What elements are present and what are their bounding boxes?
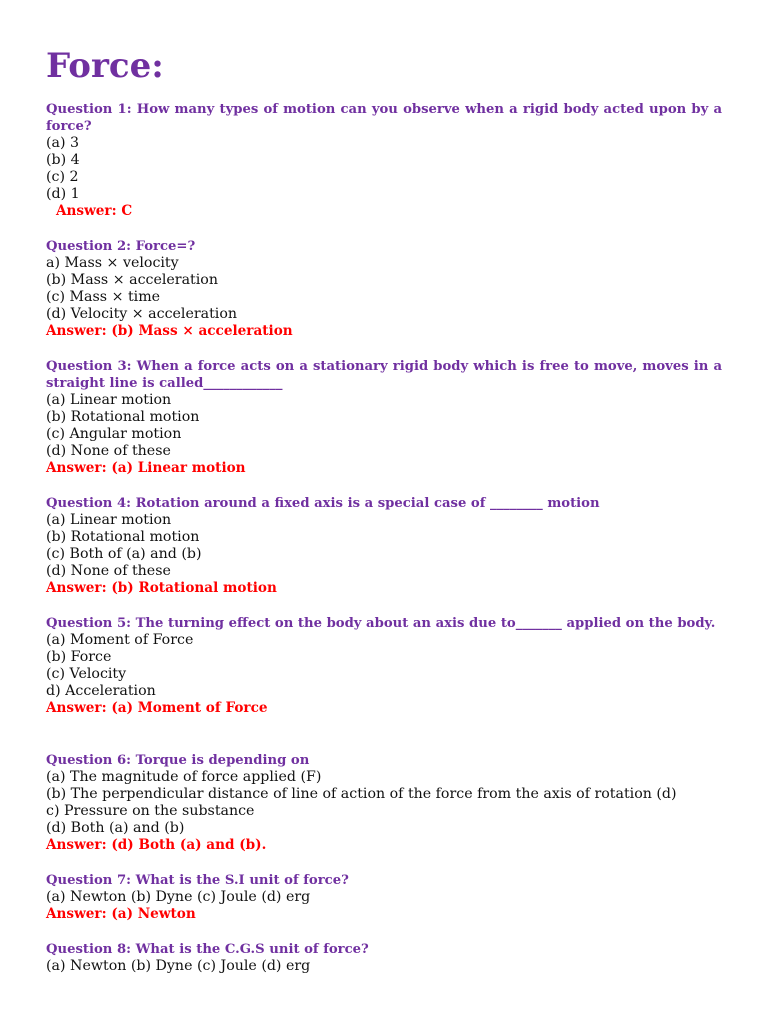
answer-text: Answer: (a) Linear motion [46,460,246,476]
option-d: (d) Velocity × acceleration [46,306,238,322]
option-a: (a) Moment of Force [46,632,194,648]
option-b: (b) 4 [46,152,80,168]
question-block-6 [46,752,722,854]
question-block-2 [46,238,722,340]
option-c: (c) Angular motion [46,426,182,442]
option-d: d) Acceleration [46,683,156,699]
question-text: Question 6: Torque is depending on [46,753,310,768]
answer-text: Answer: (b) Rotational motion [46,580,277,596]
question-text: Question 1: How many types of motion can you observe when a rigid body acted upon by a force? [46,102,722,134]
option-a: (a) 3 [46,135,80,151]
option-a: (a) Linear motion [46,392,172,408]
page-title: Force: [46,46,164,86]
option-d: (d) Both (a) and (b) [46,820,185,836]
question-block-8 [46,941,722,975]
option-c: (c) Velocity [46,666,127,682]
option-b: (b) Mass × acceleration [46,272,218,288]
question-text: Question 4: Rotation around a fixed axis is a special case of ________ motion [46,496,600,511]
option-a: (a) The magnitude of force applied (F) [46,769,322,785]
option-c: (c) 2 [46,169,79,185]
option-c: (c) Both of (a) and (b) [46,546,202,562]
option-c: c) Pressure on the substance [46,803,255,819]
option-b: (b) Force [46,649,112,665]
option-d: (d) None of these [46,443,171,459]
option-a: (a) Linear motion [46,512,172,528]
question-block-4 [46,495,722,597]
answer-text: Answer: (b) Mass × acceleration [46,323,293,339]
answer-text: Answer: (a) Newton [46,906,196,922]
options-line: (a) Newton (b) Dyne (c) Joule (d) erg [46,958,311,974]
question-block-7 [46,872,722,923]
option-b: (b) Rotational motion [46,409,200,425]
answer-text: Answer: C [56,203,133,219]
option-c: (c) Mass × time [46,289,161,305]
question-text: Question 5: The turning effect on the body about an axis due to_______ applied on the body. [46,616,716,631]
question-block-3 [46,358,722,477]
answer-text: Answer: (a) Moment of Force [46,700,268,716]
options-line: (a) Newton (b) Dyne (c) Joule (d) erg [46,889,311,905]
option-d: (d) None of these [46,563,171,579]
question-block-5 [46,615,722,717]
question-block-1 [46,101,722,220]
question-text: Question 8: What is the C.G.S unit of force? [46,942,369,957]
option-d: (d) 1 [46,186,80,202]
question-text: Question 7: What is the S.I unit of force? [46,873,349,888]
option-b: (b) Rotational motion [46,529,200,545]
question-text: Question 2: Force=? [46,239,196,254]
answer-text: Answer: (d) Both (a) and (b). [46,837,267,853]
option-b: (b) The perpendicular distance of line of action of the force from the axis of rotation (d) [46,786,677,802]
question-text: Question 3: When a force acts on a stationary rigid body which is free to move, moves in a straight line is called____________ [46,359,722,391]
option-a: a) Mass × velocity [46,255,179,271]
